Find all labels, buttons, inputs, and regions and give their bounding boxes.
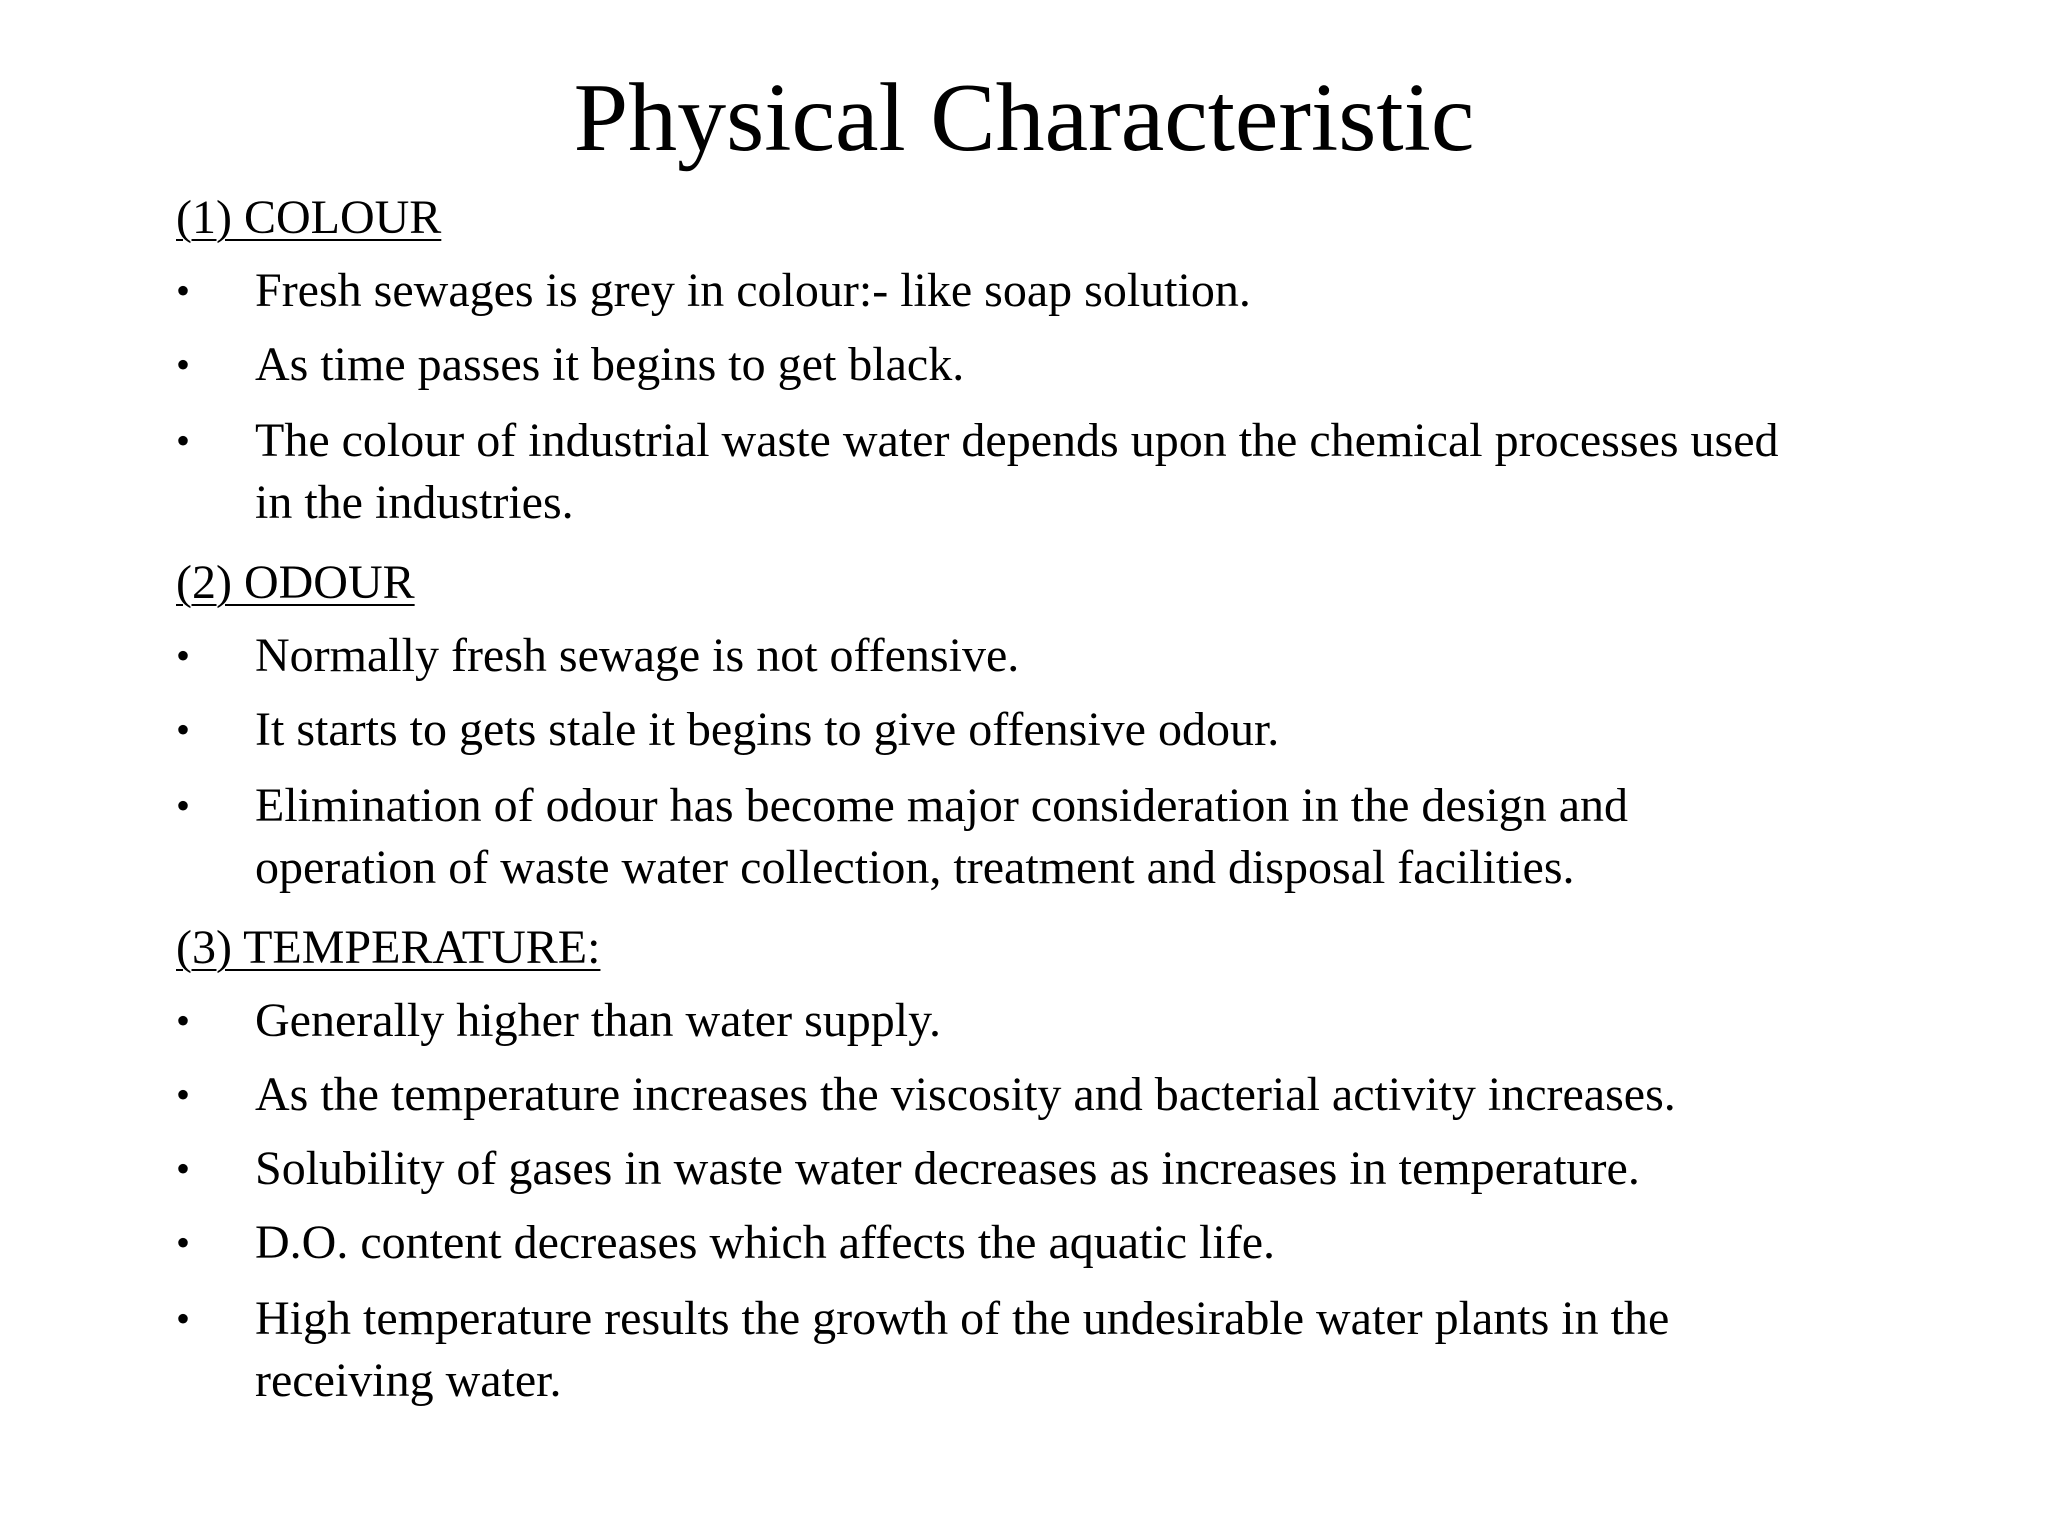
- bullet-text: Normally fresh sewage is not offensive.: [255, 629, 1020, 682]
- bullet-text: It starts to gets stale it begins to give offensive odour.: [255, 703, 1280, 756]
- bullet-icon: •: [176, 342, 191, 387]
- bullet-icon: •: [176, 783, 191, 828]
- bullet-text: The colour of industrial waste water depends upon the chemical processes used in the industries.: [255, 414, 1779, 529]
- bullet-text: High temperature results the growth of the undesirable water plants in the receiving water.: [255, 1292, 1670, 1407]
- bullet-icon: •: [176, 1220, 191, 1265]
- bullet-icon: •: [176, 418, 191, 463]
- bullet-text: As time passes it begins to get black.: [255, 338, 965, 391]
- bullet-text: Fresh sewages is grey in colour:- like soap solution.: [255, 264, 1251, 317]
- bullet-text: D.O. content decreases which affects the aquatic life.: [255, 1216, 1275, 1269]
- section-heading-temperature: (3) TEMPERATURE:: [176, 921, 601, 974]
- section-heading-colour: (1) COLOUR: [176, 191, 442, 244]
- slide-title: Physical Characteristic: [573, 64, 1475, 172]
- bullet-text: Solubility of gases in waste water decreases as increases in temperature.: [255, 1142, 1640, 1195]
- bullet-icon: •: [176, 1296, 191, 1341]
- bullet-text: As the temperature increases the viscosity and bacterial activity increases.: [255, 1068, 1676, 1121]
- bullet-icon: •: [176, 707, 191, 752]
- bullet-icon: •: [176, 633, 191, 678]
- section-heading-odour: (2) ODOUR: [176, 556, 415, 609]
- bullet-icon: •: [176, 1072, 191, 1117]
- bullet-text: Elimination of odour has become major consideration in the design and operation of waste water collection, treatment and disposal facilities.: [255, 779, 1628, 894]
- bullet-icon: •: [176, 998, 191, 1043]
- bullet-text: Generally higher than water supply.: [255, 994, 941, 1047]
- bullet-icon: •: [176, 268, 191, 313]
- bullet-icon: •: [176, 1146, 191, 1191]
